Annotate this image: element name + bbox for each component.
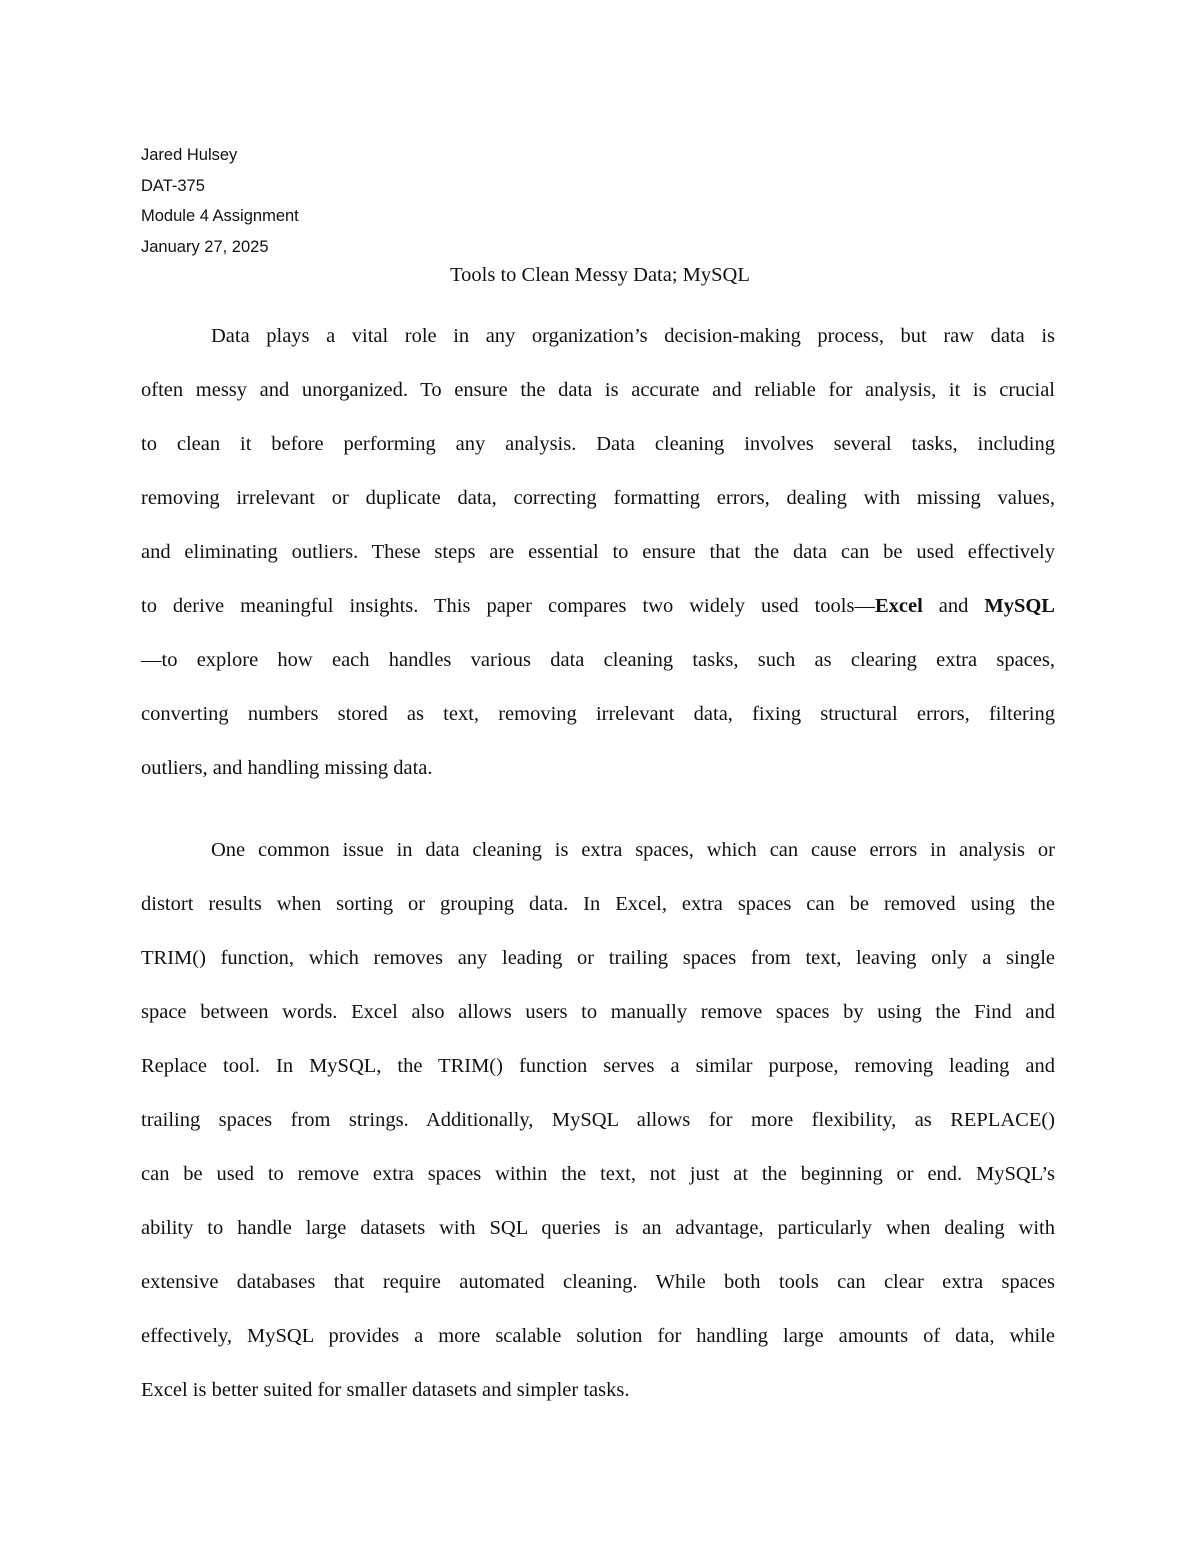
- text-line: extensive databases that require automated cleaning. While both tools can clear extra spaces: [141, 1271, 1055, 1293]
- text-line: converting numbers stored as text, removing irrelevant data, fixing structural errors, filtering: [141, 703, 1055, 725]
- document-title: Tools to Clean Messy Data; MySQL: [450, 264, 750, 286]
- text-segment: to derive meaningful insights. This paper compares two widely used tools—: [141, 595, 875, 617]
- author-name: Jared Hulsey: [141, 146, 238, 164]
- text-line: One common issue in data cleaning is extra spaces, which can cause errors in analysis or: [211, 839, 1055, 861]
- text-line: effectively, MySQL provides a more scalable solution for handling large amounts of data, while: [141, 1325, 1055, 1347]
- text-line: often messy and unorganized. To ensure the data is accurate and reliable for analysis, it is crucial: [141, 379, 1055, 401]
- text-line: and eliminating outliers. These steps are essential to ensure that the data can be used effectively: [141, 541, 1055, 563]
- text-line: TRIM() function, which removes any leading or trailing spaces from text, leaving only a single: [141, 947, 1055, 969]
- text-segment: and: [922, 595, 985, 617]
- paragraph-extra-spaces: [141, 836, 1055, 1430]
- text-line: removing irrelevant or duplicate data, correcting formatting errors, dealing with missing values,: [141, 487, 1055, 509]
- document-date: January 27, 2025: [141, 237, 269, 256]
- bold-term-excel: Excel: [874, 595, 923, 617]
- text-line: to clean it before performing any analysis. Data cleaning involves several tasks, including: [141, 433, 1055, 455]
- text-line: space between words. Excel also allows users to manually remove spaces by using the Find and: [141, 1001, 1055, 1023]
- text-line: [141, 592, 1055, 646]
- course-code: DAT-375: [141, 176, 205, 195]
- text-line: —to explore how each handles various data cleaning tasks, such as clearing extra spaces,: [141, 649, 1055, 671]
- text-line: Data plays a vital role in any organization’s decision-making process, but raw data is: [211, 325, 1055, 347]
- text-line: outliers, and handling missing data.: [141, 757, 433, 779]
- text-line: trailing spaces from strings. Additionally, MySQL allows for more flexibility, as REPLACE(): [141, 1109, 1055, 1131]
- bold-term-mysql: MySQL: [984, 595, 1055, 617]
- text-line: can be used to remove extra spaces within the text, not just at the beginning or end. MySQL’s: [141, 1163, 1055, 1185]
- text-line: distort results when sorting or grouping data. In Excel, extra spaces can be removed using the: [141, 893, 1055, 915]
- text-line: Replace tool. In MySQL, the TRIM() function serves a similar purpose, removing leading and: [141, 1055, 1055, 1077]
- text-line: Excel is better suited for smaller datasets and simpler tasks.: [141, 1379, 630, 1401]
- text-line: ability to handle large datasets with SQL queries is an advantage, particularly when dealing with: [141, 1217, 1055, 1239]
- assignment-name: Module 4 Assignment: [141, 207, 299, 225]
- paragraph-intro: [141, 322, 1055, 808]
- document-header: [141, 143, 299, 265]
